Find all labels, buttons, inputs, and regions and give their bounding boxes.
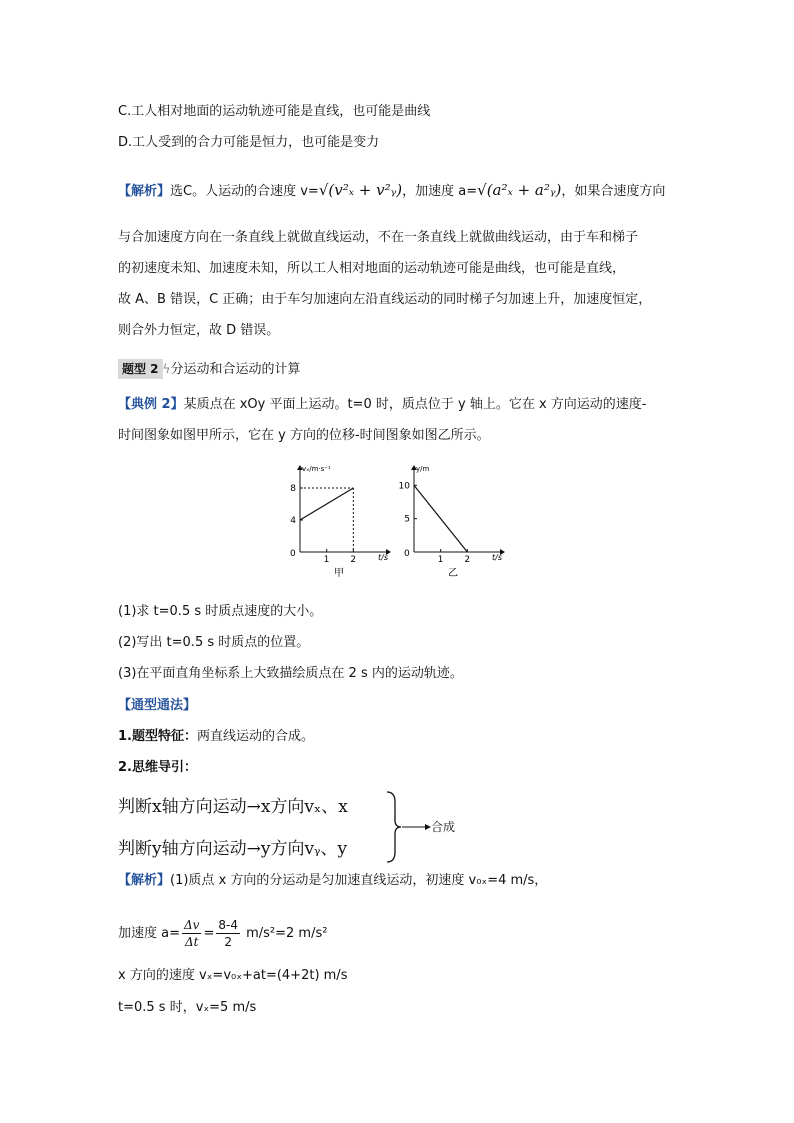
analysis1-line2: 与合加速度方向在一条直线上就做直线运动，不在一条直线上就做曲线运动，由于车和梯子 xyxy=(118,230,639,245)
guide-row-2: 判断y轴方向运动→y方向vᵧ、y xyxy=(118,839,348,859)
y-axis-label: vₓ/m·s⁻¹ xyxy=(302,465,331,473)
x-tick-label: 1 xyxy=(323,555,330,565)
x-axis-label: t/s xyxy=(492,553,502,562)
frac-values xyxy=(216,917,240,950)
feature-line xyxy=(118,727,314,747)
frac-delta xyxy=(182,917,201,950)
analysis1-line3: 的初速度未知、加速度未知，所以工人相对地面的运动轨迹可能是曲线，也可能是直线， xyxy=(118,261,626,276)
frac-delta-den: Δt xyxy=(184,935,199,949)
lightning-icon: ϟ xyxy=(162,362,171,376)
series-line xyxy=(414,485,467,552)
analysis2-line4: t=0.5 s 时，vₓ=5 m/s xyxy=(118,1000,257,1015)
analysis2-line3: x 方向的速度 vₓ=v₀ₓ+at=(4+2t) m/s xyxy=(118,968,348,983)
analysis1-line4: 故 A、B 错误，C 正确；由于车匀加速向左沿直线运动的同时梯子匀加速上升，加速度恒定， xyxy=(118,292,652,307)
section-title: 分运动和合运动的计算 xyxy=(170,362,301,377)
origin-label: 0 xyxy=(290,549,296,559)
section-heading xyxy=(118,359,300,380)
method-tag: 【通型通法】 xyxy=(118,698,197,713)
question-2: (2)写出 t=0.5 s 时质点的位置。 xyxy=(118,635,310,650)
analysis-text: ，加速度 a= xyxy=(402,184,478,199)
frac-delta-num: Δv xyxy=(184,918,200,932)
y-tick-label: 4 xyxy=(290,516,296,526)
accel-line xyxy=(118,916,327,952)
formula-acceleration: √(a²ₓ + a²ᵧ) xyxy=(477,181,562,199)
series-line xyxy=(300,488,353,520)
chart-yi xyxy=(394,462,509,582)
y-tick-label: 8 xyxy=(290,484,296,494)
guide-label: 2.思维导引： xyxy=(118,760,197,775)
analysis2-text: (1)质点 x 方向的分运动是匀加速直线运动，初速度 v₀ₓ=4 m/s， xyxy=(170,873,548,888)
chart-caption: 乙 xyxy=(448,568,458,579)
x-tick-label: 2 xyxy=(350,555,357,565)
chart-caption: 甲 xyxy=(334,568,344,579)
equals: = xyxy=(203,926,215,941)
analysis1-line5: 则合外力恒定，故 D 错误。 xyxy=(118,323,280,338)
example-line2: 时间图象如图甲所示，它在 y 方向的位移-时间图象如图乙所示。 xyxy=(118,428,490,443)
y-tick-label: 5 xyxy=(404,514,410,525)
origin-label: 0 xyxy=(404,549,410,559)
formula-velocity: √(v²ₓ + v²ᵧ) xyxy=(318,181,403,199)
example-text: 某质点在 xOy 平面上运动。t=0 时，质点位于 y 轴上。它在 x 方向运动的速度- xyxy=(183,397,647,412)
analysis-text: ，如果合速度方向 xyxy=(561,184,666,199)
feature-label: 1.题型特征： xyxy=(118,729,197,744)
brace-arrow xyxy=(385,790,435,865)
feature-text: 两直线运动的合成。 xyxy=(196,729,314,744)
accel-prefix: 加速度 a= xyxy=(118,926,180,941)
x-tick-label: 1 xyxy=(437,555,444,565)
example-tag: 【典例 2】 xyxy=(118,397,184,412)
x-axis-label: t/s xyxy=(378,553,388,562)
question-1: (1)求 t=0.5 s 时质点速度的大小。 xyxy=(118,604,323,619)
option-c: C.工人相对地面的运动轨迹可能是直线，也可能是曲线 xyxy=(118,104,431,119)
accel-suffix: m/s²=2 m/s² xyxy=(246,926,328,941)
analysis2-tag: 【解析】 xyxy=(118,873,171,888)
frac-values-num: 8-4 xyxy=(218,918,238,932)
analysis-text: 选C。人运动的合速度 v= xyxy=(170,184,319,199)
analysis-tag: 【解析】 xyxy=(118,184,171,199)
y-axis-label: y/m xyxy=(416,465,430,473)
guide-result: 合成 xyxy=(431,820,456,834)
option-d: D.工人受到的合力可能是恒力，也可能是变力 xyxy=(118,135,380,150)
question-3: (3)在平面直角坐标系上大致描绘质点在 2 s 内的运动轨迹。 xyxy=(118,666,463,681)
analysis2-line1 xyxy=(118,871,547,891)
x-tick-label: 2 xyxy=(464,555,471,565)
guide-row-1: 判断x轴方向运动→x方向vₓ、x xyxy=(118,797,348,817)
analysis1-line1 xyxy=(118,180,665,202)
y-tick-label: 10 xyxy=(398,481,410,492)
chart-jia xyxy=(280,462,395,582)
section-badge: 题型 2 xyxy=(118,359,163,379)
frac-values-den: 2 xyxy=(224,935,232,949)
example-line1 xyxy=(118,395,646,415)
